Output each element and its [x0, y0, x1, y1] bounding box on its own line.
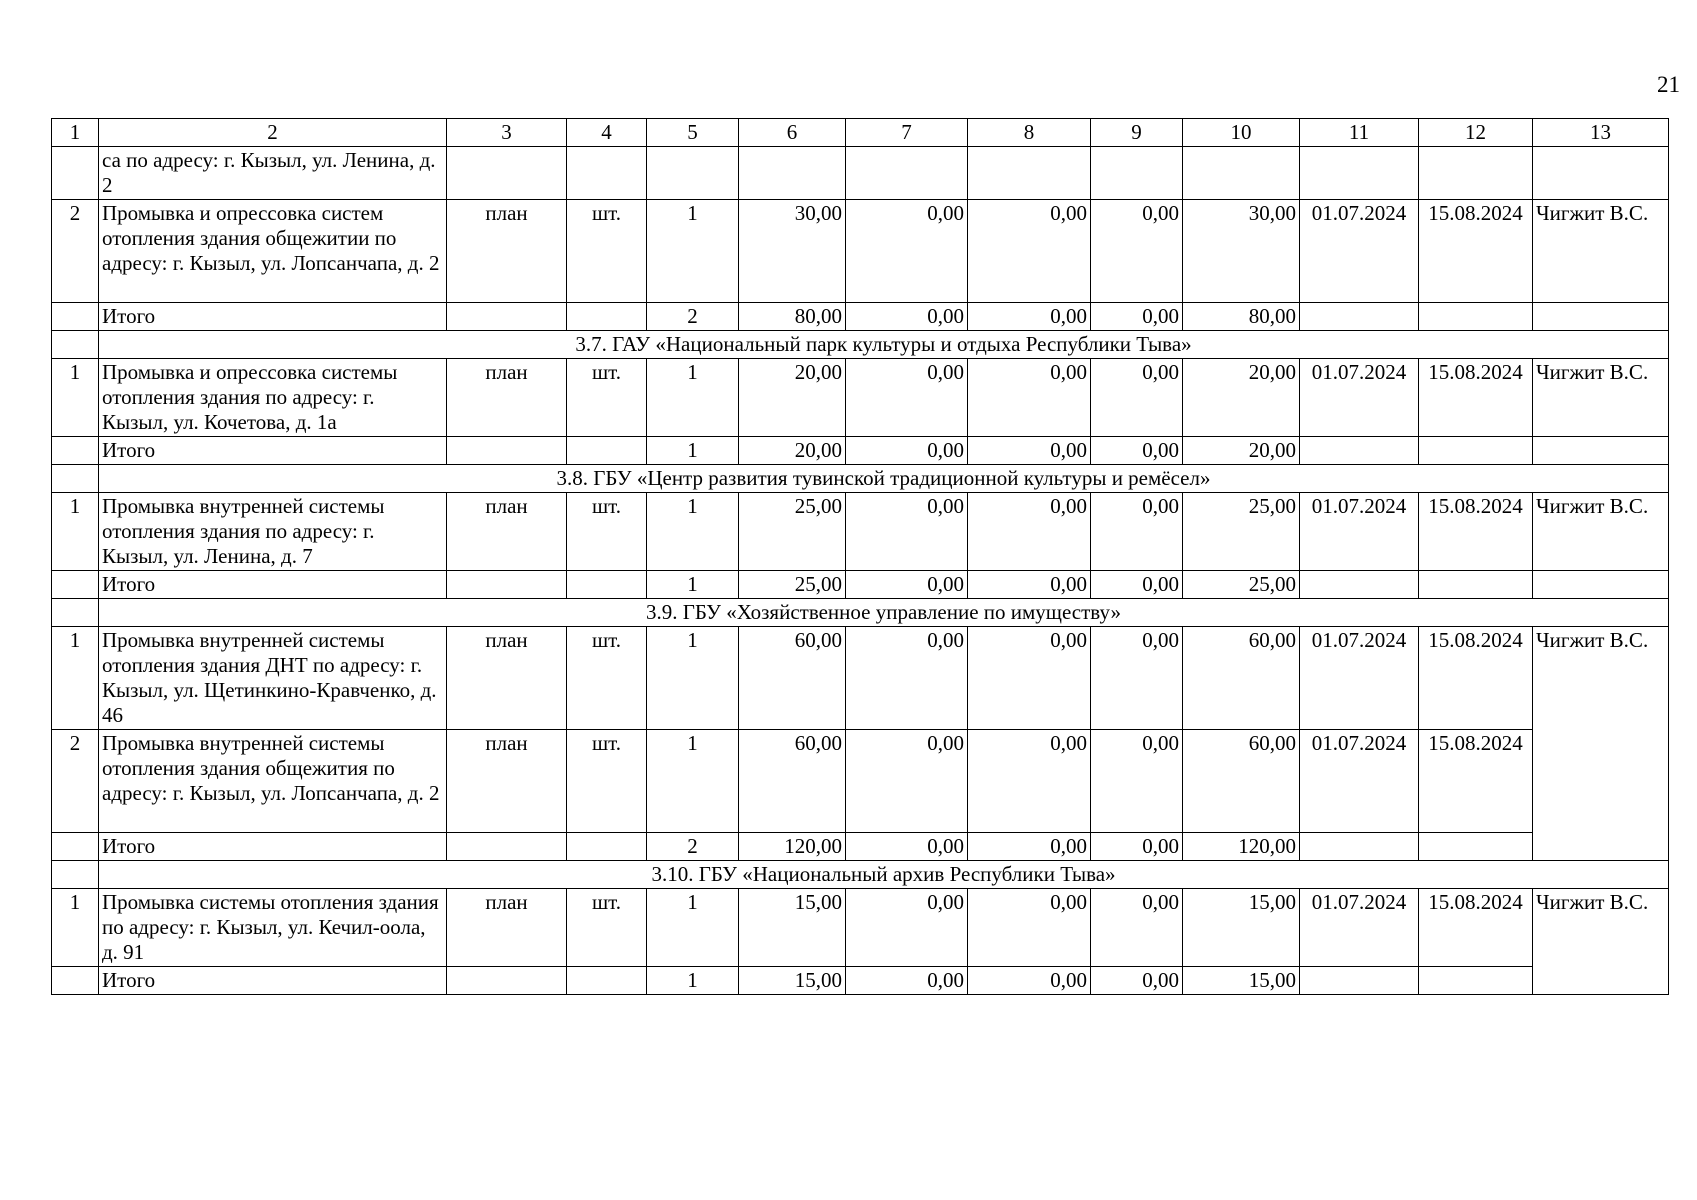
unit-cell: шт. [567, 200, 647, 303]
quantity-cell: 1 [647, 493, 739, 571]
amount-cell: 15,00 [739, 967, 846, 995]
header-cell: 2 [99, 119, 447, 147]
empty-cell [1419, 303, 1533, 331]
work-plan-table [51, 118, 1669, 995]
empty-cell [968, 147, 1091, 200]
amount-cell: 0,00 [846, 359, 968, 437]
total-amount-cell: 120,00 [1183, 833, 1300, 861]
section-row [52, 599, 1669, 627]
empty-cell [1419, 571, 1533, 599]
total-amount-cell: 25,00 [1183, 493, 1300, 571]
total-amount-cell: 15,00 [1183, 967, 1300, 995]
quantity-cell: 1 [647, 437, 739, 465]
empty-cell [1419, 147, 1533, 200]
header-cell: 3 [447, 119, 567, 147]
amount-cell: 0,00 [1091, 303, 1183, 331]
empty-cell [1091, 147, 1183, 200]
empty-cell [1533, 147, 1669, 200]
amount-cell: 0,00 [968, 627, 1091, 730]
start-date-cell: 01.07.2024 [1300, 200, 1419, 303]
empty-cell [52, 437, 99, 465]
responsible-cell: Чигжит В.С. [1533, 889, 1669, 995]
table-row [52, 359, 1669, 437]
table-row [52, 147, 1669, 200]
empty-cell [52, 861, 99, 889]
table-row [52, 200, 1669, 303]
quantity-cell: 1 [647, 200, 739, 303]
total-amount-cell: 60,00 [1183, 627, 1300, 730]
start-date-cell: 01.07.2024 [1300, 359, 1419, 437]
empty-cell [52, 967, 99, 995]
total-row [52, 833, 1669, 861]
empty-cell [447, 571, 567, 599]
quantity-cell: 2 [647, 303, 739, 331]
amount-cell: 0,00 [968, 437, 1091, 465]
empty-cell [846, 147, 968, 200]
total-amount-cell: 60,00 [1183, 730, 1300, 833]
section-row [52, 465, 1669, 493]
amount-cell: 0,00 [1091, 627, 1183, 730]
header-cell: 4 [567, 119, 647, 147]
section-row [52, 331, 1669, 359]
empty-cell [1300, 437, 1419, 465]
empty-cell [647, 147, 739, 200]
amount-cell: 0,00 [1091, 889, 1183, 967]
amount-cell: 20,00 [739, 437, 846, 465]
page-number: 21 [1657, 72, 1680, 97]
section-title: 3.10. ГБУ «Национальный архив Республики Тыва» [99, 861, 1669, 889]
amount-cell: 0,00 [1091, 437, 1183, 465]
table-row [52, 627, 1669, 730]
empty-cell [567, 967, 647, 995]
plan-type-cell: план [447, 627, 567, 730]
empty-cell [1300, 833, 1419, 861]
section-title: 3.8. ГБУ «Центр развития тувинской традиционной культуры и ремёсел» [99, 465, 1669, 493]
amount-cell: 0,00 [846, 627, 968, 730]
amount-cell: 30,00 [739, 200, 846, 303]
amount-cell: 0,00 [968, 889, 1091, 967]
amount-cell: 0,00 [1091, 967, 1183, 995]
quantity-cell: 1 [647, 627, 739, 730]
total-amount-cell: 20,00 [1183, 359, 1300, 437]
end-date-cell: 15.08.2024 [1419, 493, 1533, 571]
unit-cell: шт. [567, 730, 647, 833]
amount-cell: 0,00 [1091, 200, 1183, 303]
amount-cell: 0,00 [968, 571, 1091, 599]
amount-cell: 0,00 [968, 833, 1091, 861]
total-row [52, 303, 1669, 331]
empty-cell [1183, 147, 1300, 200]
section-row [52, 861, 1669, 889]
amount-cell: 60,00 [739, 627, 846, 730]
total-row [52, 967, 1669, 995]
amount-cell: 80,00 [739, 303, 846, 331]
empty-cell [1533, 571, 1669, 599]
empty-cell [447, 147, 567, 200]
unit-cell: шт. [567, 493, 647, 571]
amount-cell: 25,00 [739, 493, 846, 571]
header-cell: 9 [1091, 119, 1183, 147]
amount-cell: 0,00 [846, 437, 968, 465]
amount-cell: 0,00 [1091, 571, 1183, 599]
quantity-cell: 1 [647, 967, 739, 995]
quantity-cell: 2 [647, 833, 739, 861]
plan-type-cell: план [447, 889, 567, 967]
amount-cell: 0,00 [846, 967, 968, 995]
total-amount-cell: 80,00 [1183, 303, 1300, 331]
plan-type-cell: план [447, 730, 567, 833]
empty-cell [1300, 147, 1419, 200]
empty-cell [1419, 833, 1533, 861]
total-row [52, 437, 1669, 465]
row-number-cell: 1 [52, 359, 99, 437]
responsible-cell: Чигжит В.С. [1533, 493, 1669, 571]
unit-cell: шт. [567, 359, 647, 437]
amount-cell: 0,00 [1091, 730, 1183, 833]
amount-cell: 0,00 [846, 833, 968, 861]
amount-cell: 25,00 [739, 571, 846, 599]
total-amount-cell: 15,00 [1183, 889, 1300, 967]
work-description-cell: са по адресу: г. Кызыл, ул. Ленина, д. 2 [99, 147, 447, 200]
empty-cell [1300, 571, 1419, 599]
empty-cell [52, 331, 99, 359]
header-cell: 11 [1300, 119, 1419, 147]
start-date-cell: 01.07.2024 [1300, 627, 1419, 730]
plan-type-cell: план [447, 200, 567, 303]
amount-cell: 20,00 [739, 359, 846, 437]
empty-cell [52, 833, 99, 861]
total-label: Итого [99, 967, 447, 995]
amount-cell: 0,00 [968, 493, 1091, 571]
amount-cell: 0,00 [968, 359, 1091, 437]
amount-cell: 120,00 [739, 833, 846, 861]
empty-cell [1533, 303, 1669, 331]
header-cell: 1 [52, 119, 99, 147]
start-date-cell: 01.07.2024 [1300, 730, 1419, 833]
header-cell: 12 [1419, 119, 1533, 147]
responsible-cell: Чигжит В.С. [1533, 627, 1669, 861]
row-number-cell: 2 [52, 200, 99, 303]
column-number-header-row [52, 119, 1669, 147]
amount-cell: 0,00 [1091, 493, 1183, 571]
quantity-cell: 1 [647, 889, 739, 967]
empty-cell [1419, 967, 1533, 995]
amount-cell: 15,00 [739, 889, 846, 967]
header-cell: 10 [1183, 119, 1300, 147]
end-date-cell: 15.08.2024 [1419, 627, 1533, 730]
start-date-cell: 01.07.2024 [1300, 493, 1419, 571]
empty-cell [567, 833, 647, 861]
end-date-cell: 15.08.2024 [1419, 730, 1533, 833]
empty-cell [1300, 967, 1419, 995]
total-amount-cell: 25,00 [1183, 571, 1300, 599]
table-row [52, 730, 1669, 833]
empty-cell [447, 967, 567, 995]
empty-cell [567, 571, 647, 599]
empty-cell [567, 437, 647, 465]
total-label: Итого [99, 571, 447, 599]
quantity-cell: 1 [647, 730, 739, 833]
end-date-cell: 15.08.2024 [1419, 889, 1533, 967]
end-date-cell: 15.08.2024 [1419, 359, 1533, 437]
empty-cell [52, 465, 99, 493]
header-cell: 13 [1533, 119, 1669, 147]
work-description-cell: Промывка и опрессовка систем отопления здания общежитии по адресу: г. Кызыл, ул. Лопсанчапа, д. 2 [99, 200, 447, 303]
empty-cell [1533, 437, 1669, 465]
amount-cell: 60,00 [739, 730, 846, 833]
empty-cell [567, 303, 647, 331]
amount-cell: 0,00 [846, 493, 968, 571]
empty-cell [739, 147, 846, 200]
section-title: 3.7. ГАУ «Национальный парк культуры и отдыха Республики Тыва» [99, 331, 1669, 359]
total-amount-cell: 20,00 [1183, 437, 1300, 465]
header-cell: 8 [968, 119, 1091, 147]
header-cell: 6 [739, 119, 846, 147]
work-description-cell: Промывка внутренней системы отопления здания общежития по адресу: г. Кызыл, ул. Лопсанчапа, д. 2 [99, 730, 447, 833]
empty-cell [447, 303, 567, 331]
empty-cell [52, 571, 99, 599]
row-number-cell: 1 [52, 627, 99, 730]
empty-cell [52, 303, 99, 331]
amount-cell: 0,00 [968, 200, 1091, 303]
total-label: Итого [99, 303, 447, 331]
amount-cell: 0,00 [846, 303, 968, 331]
plan-type-cell: план [447, 359, 567, 437]
empty-cell [1419, 437, 1533, 465]
row-number-cell: 2 [52, 730, 99, 833]
work-description-cell: Промывка и опрессовка системы отопления здания по адресу: г. Кызыл, ул. Кочетова, д. 1а [99, 359, 447, 437]
total-row [52, 571, 1669, 599]
row-number-cell [52, 147, 99, 200]
amount-cell: 0,00 [846, 571, 968, 599]
unit-cell: шт. [567, 627, 647, 730]
quantity-cell: 1 [647, 359, 739, 437]
amount-cell: 0,00 [846, 200, 968, 303]
row-number-cell: 1 [52, 493, 99, 571]
end-date-cell: 15.08.2024 [1419, 200, 1533, 303]
amount-cell: 0,00 [968, 730, 1091, 833]
amount-cell: 0,00 [968, 967, 1091, 995]
total-amount-cell: 30,00 [1183, 200, 1300, 303]
work-description-cell: Промывка системы отопления здания по адресу: г. Кызыл, ул. Кечил-оола, д. 91 [99, 889, 447, 967]
header-cell: 7 [846, 119, 968, 147]
amount-cell: 0,00 [846, 730, 968, 833]
empty-cell [567, 147, 647, 200]
amount-cell: 0,00 [968, 303, 1091, 331]
responsible-cell: Чигжит В.С. [1533, 359, 1669, 437]
start-date-cell: 01.07.2024 [1300, 889, 1419, 967]
empty-cell [1300, 303, 1419, 331]
table-row [52, 889, 1669, 967]
empty-cell [52, 599, 99, 627]
header-cell: 5 [647, 119, 739, 147]
empty-cell [447, 833, 567, 861]
amount-cell: 0,00 [846, 889, 968, 967]
total-label: Итого [99, 437, 447, 465]
table-row [52, 493, 1669, 571]
responsible-cell: Чигжит В.С. [1533, 200, 1669, 303]
unit-cell: шт. [567, 889, 647, 967]
quantity-cell: 1 [647, 571, 739, 599]
work-description-cell: Промывка внутренней системы отопления здания ДНТ по адресу: г. Кызыл, ул. Щетинкино-Кравченко, д. 46 [99, 627, 447, 730]
amount-cell: 0,00 [1091, 833, 1183, 861]
section-title: 3.9. ГБУ «Хозяйственное управление по имуществу» [99, 599, 1669, 627]
total-label: Итого [99, 833, 447, 861]
empty-cell [447, 437, 567, 465]
plan-type-cell: план [447, 493, 567, 571]
amount-cell: 0,00 [1091, 359, 1183, 437]
row-number-cell: 1 [52, 889, 99, 967]
work-description-cell: Промывка внутренней системы отопления здания по адресу: г. Кызыл, ул. Ленина, д. 7 [99, 493, 447, 571]
